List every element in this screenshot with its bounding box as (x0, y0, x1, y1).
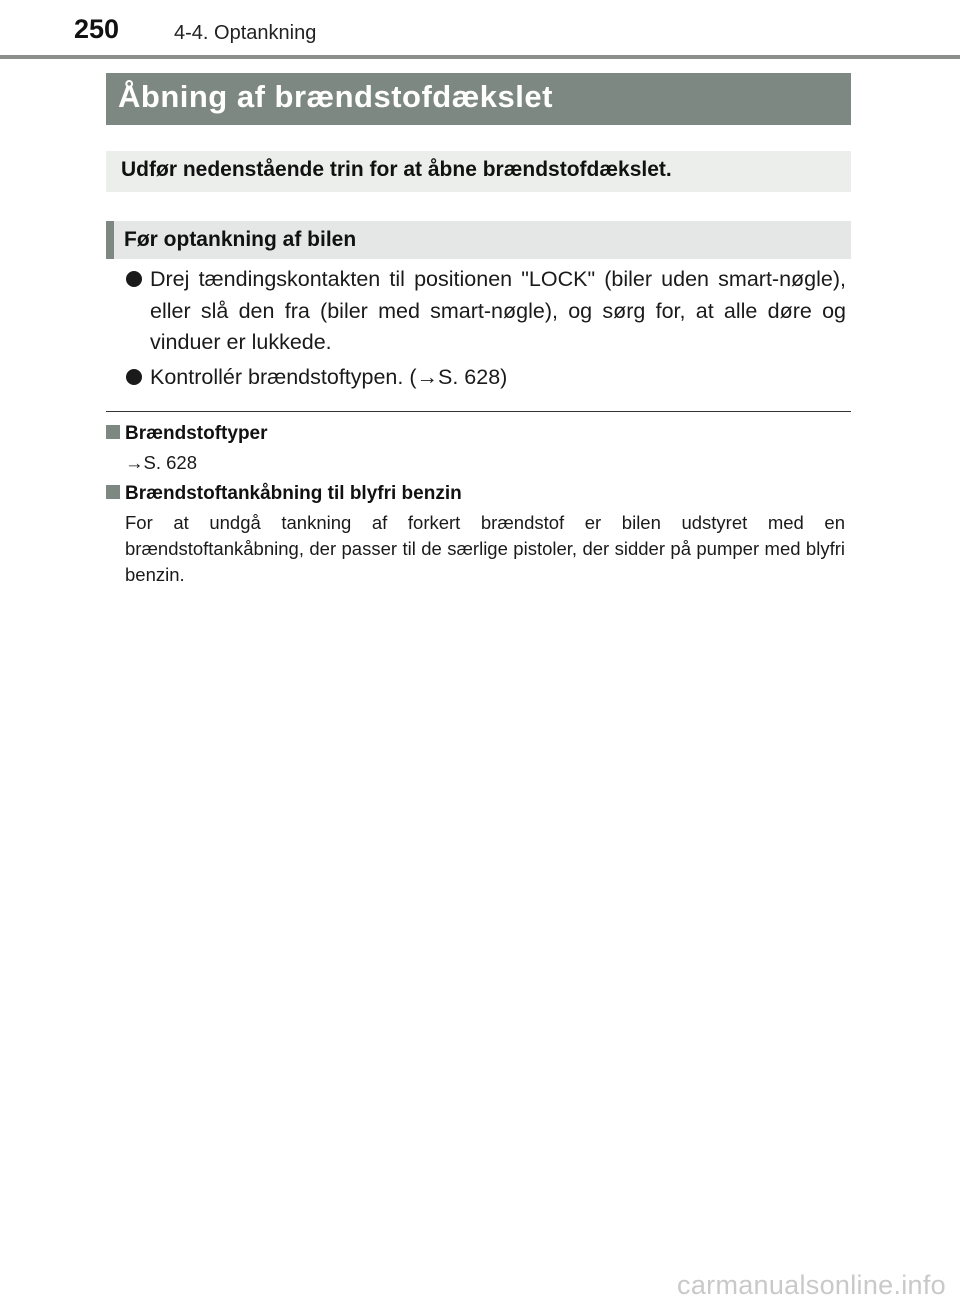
title-bar (106, 73, 851, 125)
note-body: For at undgå tankning af forkert brændstof er bilen udstyret med en brændstoftankåbning, der passer til de særlige pistoler, der sidder på pumper med blyfri benzin. (125, 512, 845, 585)
note-body: →S. 628 (125, 452, 197, 473)
subheading: Før optankning af bilen (124, 228, 357, 251)
bullet-text: Drej tændingskontakten til positionen "LOCK" (biler uden smart-nøgle), eller slå den fra (biler med smart-nøgle), og sørg for, at alle døre og vinduer er lukkede. (150, 267, 846, 354)
intro-box (106, 151, 851, 192)
subheading-accent-bar (106, 221, 114, 259)
bullet-text: Kontrollér brændstoftypen. (→S. 628) (150, 364, 508, 389)
page-title: Åbning af brændstofdækslet (118, 79, 553, 114)
note-heading (106, 423, 268, 445)
bullet-dot-icon (126, 271, 142, 287)
list-item (126, 362, 846, 394)
note-heading (106, 483, 462, 505)
note-heading-text: Brændstoftyper (125, 423, 268, 444)
note-heading-text: Brændstoftankåbning til blyfri benzin (125, 483, 462, 504)
square-bullet-icon (106, 425, 120, 439)
square-bullet-icon (106, 485, 120, 499)
notes-divider (106, 411, 851, 412)
intro-text: Udfør nedenstående trin for at åbne brændstofdækslet. (121, 158, 672, 181)
list-item (126, 264, 846, 359)
bullet-dot-icon (126, 369, 142, 385)
section-label: 4-4. Optankning (174, 22, 317, 44)
bullet-list (126, 264, 846, 396)
subheading-box (106, 221, 851, 259)
page-number: 250 (74, 14, 120, 44)
header-divider (0, 55, 960, 59)
watermark: carmanualsonline.info (677, 1270, 946, 1300)
